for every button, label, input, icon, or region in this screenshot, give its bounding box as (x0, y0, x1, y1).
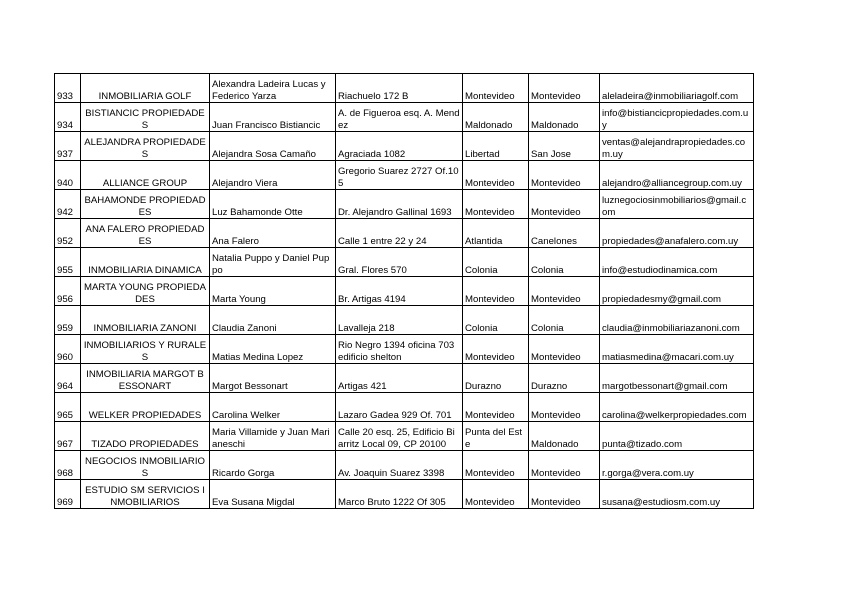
contact-name-cell: Juan Francisco Bistiancic (210, 103, 336, 132)
department-cell: San Jose (529, 132, 600, 161)
email-cell: claudia@inmobiliariazanoni.com (600, 306, 754, 335)
contact-name-cell: Ana Falero (210, 219, 336, 248)
department-cell: Montevideo (529, 190, 600, 219)
email-cell: r.gorga@vera.com.uy (600, 451, 754, 480)
city-cell: Montevideo (463, 161, 529, 190)
department-cell: Durazno (529, 364, 600, 393)
row-id-cell: 967 (55, 422, 81, 451)
table-row (55, 190, 754, 219)
row-id-cell: 952 (55, 219, 81, 248)
city-cell: Montevideo (463, 451, 529, 480)
row-id-cell: 940 (55, 161, 81, 190)
row-id-cell: 964 (55, 364, 81, 393)
city-cell: Montevideo (463, 277, 529, 306)
department-cell: Montevideo (529, 393, 600, 422)
address-cell: Dr. Alejandro Gallinal 1693 (336, 190, 463, 219)
agency-name-cell: BAHAMONDE PROPIEDADES (81, 190, 210, 219)
contact-name-cell: Natalia Puppo y Daniel Puppo (210, 248, 336, 277)
department-cell: Maldonado (529, 422, 600, 451)
agency-name-cell: BISTIANCIC PROPIEDADES (81, 103, 210, 132)
city-cell: Montevideo (463, 393, 529, 422)
table-row (55, 393, 754, 422)
address-cell: Gral. Flores 570 (336, 248, 463, 277)
address-cell: Agraciada 1082 (336, 132, 463, 161)
address-cell: Calle 20 esq. 25, Edificio Biarritz Local 09, CP 20100 (336, 422, 463, 451)
agency-name-cell: WELKER PROPIEDADES (81, 393, 210, 422)
table-row (55, 74, 754, 103)
contact-name-cell: Eva Susana Migdal (210, 480, 336, 509)
address-cell: Rio Negro 1394 oficina 703 edificio shelton (336, 335, 463, 364)
department-cell: Montevideo (529, 335, 600, 364)
agency-name-cell: ESTUDIO SM SERVICIOS INMOBILIARIOS (81, 480, 210, 509)
agency-name-cell: NEGOCIOS INMOBILIARIOS (81, 451, 210, 480)
department-cell: Colonia (529, 248, 600, 277)
table-row (55, 277, 754, 306)
row-id-cell: 942 (55, 190, 81, 219)
row-id-cell: 933 (55, 74, 81, 103)
city-cell: Colonia (463, 248, 529, 277)
row-id-cell: 968 (55, 451, 81, 480)
row-id-cell: 969 (55, 480, 81, 509)
address-cell: Br. Artigas 4194 (336, 277, 463, 306)
table-row (55, 335, 754, 364)
department-cell: Canelones (529, 219, 600, 248)
contact-name-cell: Maria Villamide y Juan Marianeschi (210, 422, 336, 451)
department-cell: Montevideo (529, 161, 600, 190)
department-cell: Montevideo (529, 74, 600, 103)
agency-name-cell: INMOBILIARIA DINAMICA (81, 248, 210, 277)
email-cell: propiedades@anafalero.com.uy (600, 219, 754, 248)
address-cell: Calle 1 entre 22 y 24 (336, 219, 463, 248)
table-row (55, 161, 754, 190)
table-row (55, 248, 754, 277)
city-cell: Durazno (463, 364, 529, 393)
contact-name-cell: Carolina Welker (210, 393, 336, 422)
city-cell: Maldonado (463, 103, 529, 132)
agency-name-cell: ALEJANDRA PROPIEDADES (81, 132, 210, 161)
contact-name-cell: Alejandro Viera (210, 161, 336, 190)
address-cell: Lavalleja 218 (336, 306, 463, 335)
row-id-cell: 965 (55, 393, 81, 422)
address-cell: Av. Joaquin Suarez 3398 (336, 451, 463, 480)
department-cell: Colonia (529, 306, 600, 335)
city-cell: Punta del Este (463, 422, 529, 451)
table-body (55, 74, 754, 509)
contact-name-cell: Matias Medina Lopez (210, 335, 336, 364)
contact-name-cell: Alexandra Ladeira Lucas y Federico Yarza (210, 74, 336, 103)
table-row (55, 451, 754, 480)
address-cell: A. de Figueroa esq. A. Mendez (336, 103, 463, 132)
agency-name-cell: TIZADO PROPIEDADES (81, 422, 210, 451)
contact-name-cell: Ricardo Gorga (210, 451, 336, 480)
city-cell: Montevideo (463, 480, 529, 509)
contact-name-cell: Claudia Zanoni (210, 306, 336, 335)
row-id-cell: 955 (55, 248, 81, 277)
email-cell: luznegociosinmobiliarios@gmail.com (600, 190, 754, 219)
row-id-cell: 956 (55, 277, 81, 306)
real-estate-table (54, 73, 754, 509)
email-cell: matiasmedina@macari.com.uy (600, 335, 754, 364)
contact-name-cell: Marta Young (210, 277, 336, 306)
email-cell: carolina@welkerpropiedades.com (600, 393, 754, 422)
table-row (55, 480, 754, 509)
agency-name-cell: INMOBILIARIOS Y RURALES (81, 335, 210, 364)
department-cell: Maldonado (529, 103, 600, 132)
email-cell: ventas@alejandrapropiedades.com.uy (600, 132, 754, 161)
address-cell: Marco Bruto 1222 Of 305 (336, 480, 463, 509)
row-id-cell: 959 (55, 306, 81, 335)
contact-name-cell: Margot Bessonart (210, 364, 336, 393)
table-row (55, 132, 754, 161)
table-row (55, 364, 754, 393)
table-row (55, 103, 754, 132)
email-cell: susana@estudiosm.com.uy (600, 480, 754, 509)
address-cell: Artigas 421 (336, 364, 463, 393)
address-cell: Riachuelo 172 B (336, 74, 463, 103)
city-cell: Libertad (463, 132, 529, 161)
contact-name-cell: Luz Bahamonde Otte (210, 190, 336, 219)
email-cell: info@estudiodinamica.com (600, 248, 754, 277)
email-cell: aleladeira@inmobiliariagolf.com (600, 74, 754, 103)
agency-name-cell: MARTA YOUNG PROPIEDADES (81, 277, 210, 306)
agency-name-cell: INMOBILIARIA ZANONI (81, 306, 210, 335)
agency-name-cell: INMOBILIARIA MARGOT BESSONART (81, 364, 210, 393)
email-cell: alejandro@alliancegroup.com.uy (600, 161, 754, 190)
contact-name-cell: Alejandra Sosa Camaño (210, 132, 336, 161)
city-cell: Montevideo (463, 190, 529, 219)
email-cell: punta@tizado.com (600, 422, 754, 451)
table-row (55, 306, 754, 335)
table-row (55, 422, 754, 451)
agency-name-cell: ANA FALERO PROPIEDADES (81, 219, 210, 248)
row-id-cell: 934 (55, 103, 81, 132)
row-id-cell: 960 (55, 335, 81, 364)
city-cell: Montevideo (463, 74, 529, 103)
table-row (55, 219, 754, 248)
address-cell: Gregorio Suarez 2727 Of.105 (336, 161, 463, 190)
agency-name-cell: ALLIANCE GROUP (81, 161, 210, 190)
city-cell: Montevideo (463, 335, 529, 364)
email-cell: margotbessonart@gmail.com (600, 364, 754, 393)
email-cell: info@bistiancicpropiedades.com.uy (600, 103, 754, 132)
city-cell: Colonia (463, 306, 529, 335)
address-cell: Lazaro Gadea 929 Of. 701 (336, 393, 463, 422)
city-cell: Atlantida (463, 219, 529, 248)
email-cell: propiedadesmy@gmail.com (600, 277, 754, 306)
department-cell: Montevideo (529, 451, 600, 480)
department-cell: Montevideo (529, 480, 600, 509)
agency-name-cell: INMOBILIARIA GOLF (81, 74, 210, 103)
department-cell: Montevideo (529, 277, 600, 306)
row-id-cell: 937 (55, 132, 81, 161)
